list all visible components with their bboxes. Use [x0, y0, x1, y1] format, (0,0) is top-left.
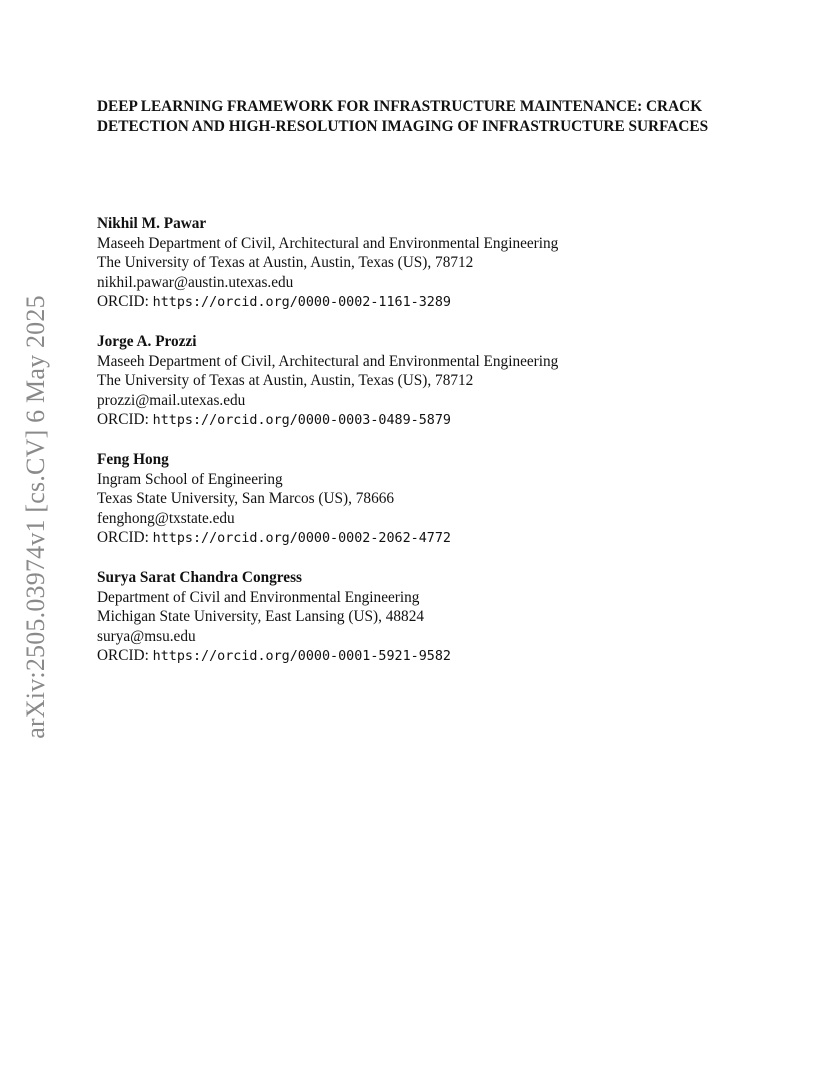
author-email[interactable]: surya@msu.edu: [97, 627, 196, 645]
author-orcid: [97, 410, 747, 431]
orcid-link[interactable]: https://orcid.org/0000-0001-5921-9582: [152, 649, 451, 665]
orcid-label: ORCID:: [97, 647, 149, 665]
author-name: Feng Hong: [97, 450, 169, 468]
author-block: [97, 214, 747, 313]
author-block: [97, 450, 747, 549]
author-orcid: [97, 528, 747, 549]
orcid-link[interactable]: https://orcid.org/0000-0002-2062-4772: [152, 531, 451, 547]
orcid-label: ORCID:: [97, 293, 149, 311]
author-name: Nikhil M. Pawar: [97, 215, 207, 232]
author-email[interactable]: prozzi@mail.utexas.edu: [97, 391, 246, 409]
author-list: [97, 214, 747, 686]
author-department: Ingram School of Engineering: [97, 470, 283, 488]
author-orcid: [97, 646, 747, 667]
author-name: Surya Sarat Chandra Congress: [97, 568, 302, 586]
arxiv-identifier: arXiv:2505.03974v1 [cs.CV] 6 May 2025: [21, 295, 51, 739]
author-institution: Michigan State University, East Lansing (US), 48824: [97, 608, 424, 626]
author-orcid: [97, 292, 747, 313]
author-institution: The University of Texas at Austin, Austin, Texas (US), 78712: [97, 372, 474, 390]
paper-title: DEEP LEARNING FRAMEWORK FOR INFRASTRUCTURE MAINTENANCE: CRACK DETECTION AND HIGH-RESOLUTION IMAGING OF INFRASTRUCTURE SURFACES: [97, 98, 709, 135]
arxiv-side-stamp: [12, 284, 60, 750]
orcid-label: ORCID:: [97, 529, 149, 547]
author-block: [97, 568, 747, 667]
author-department: Department of Civil and Environmental Engineering: [97, 588, 420, 606]
orcid-label: ORCID:: [97, 411, 149, 429]
orcid-link[interactable]: https://orcid.org/0000-0003-0489-5879: [152, 413, 451, 429]
author-name: Jorge A. Prozzi: [97, 332, 197, 350]
author-department: Maseeh Department of Civil, Architectural and Environmental Engineering: [97, 234, 559, 252]
author-block: [97, 332, 747, 431]
orcid-link[interactable]: https://orcid.org/0000-0002-1161-3289: [152, 295, 451, 311]
author-institution: Texas State University, San Marcos (US), 78666: [97, 490, 395, 508]
author-department: Maseeh Department of Civil, Architectural and Environmental Engineering: [97, 352, 559, 370]
author-email[interactable]: fenghong@txstate.edu: [97, 509, 235, 527]
author-institution: The University of Texas at Austin, Austin, Texas (US), 78712: [97, 254, 474, 272]
author-email[interactable]: nikhil.pawar@austin.utexas.edu: [97, 273, 294, 291]
